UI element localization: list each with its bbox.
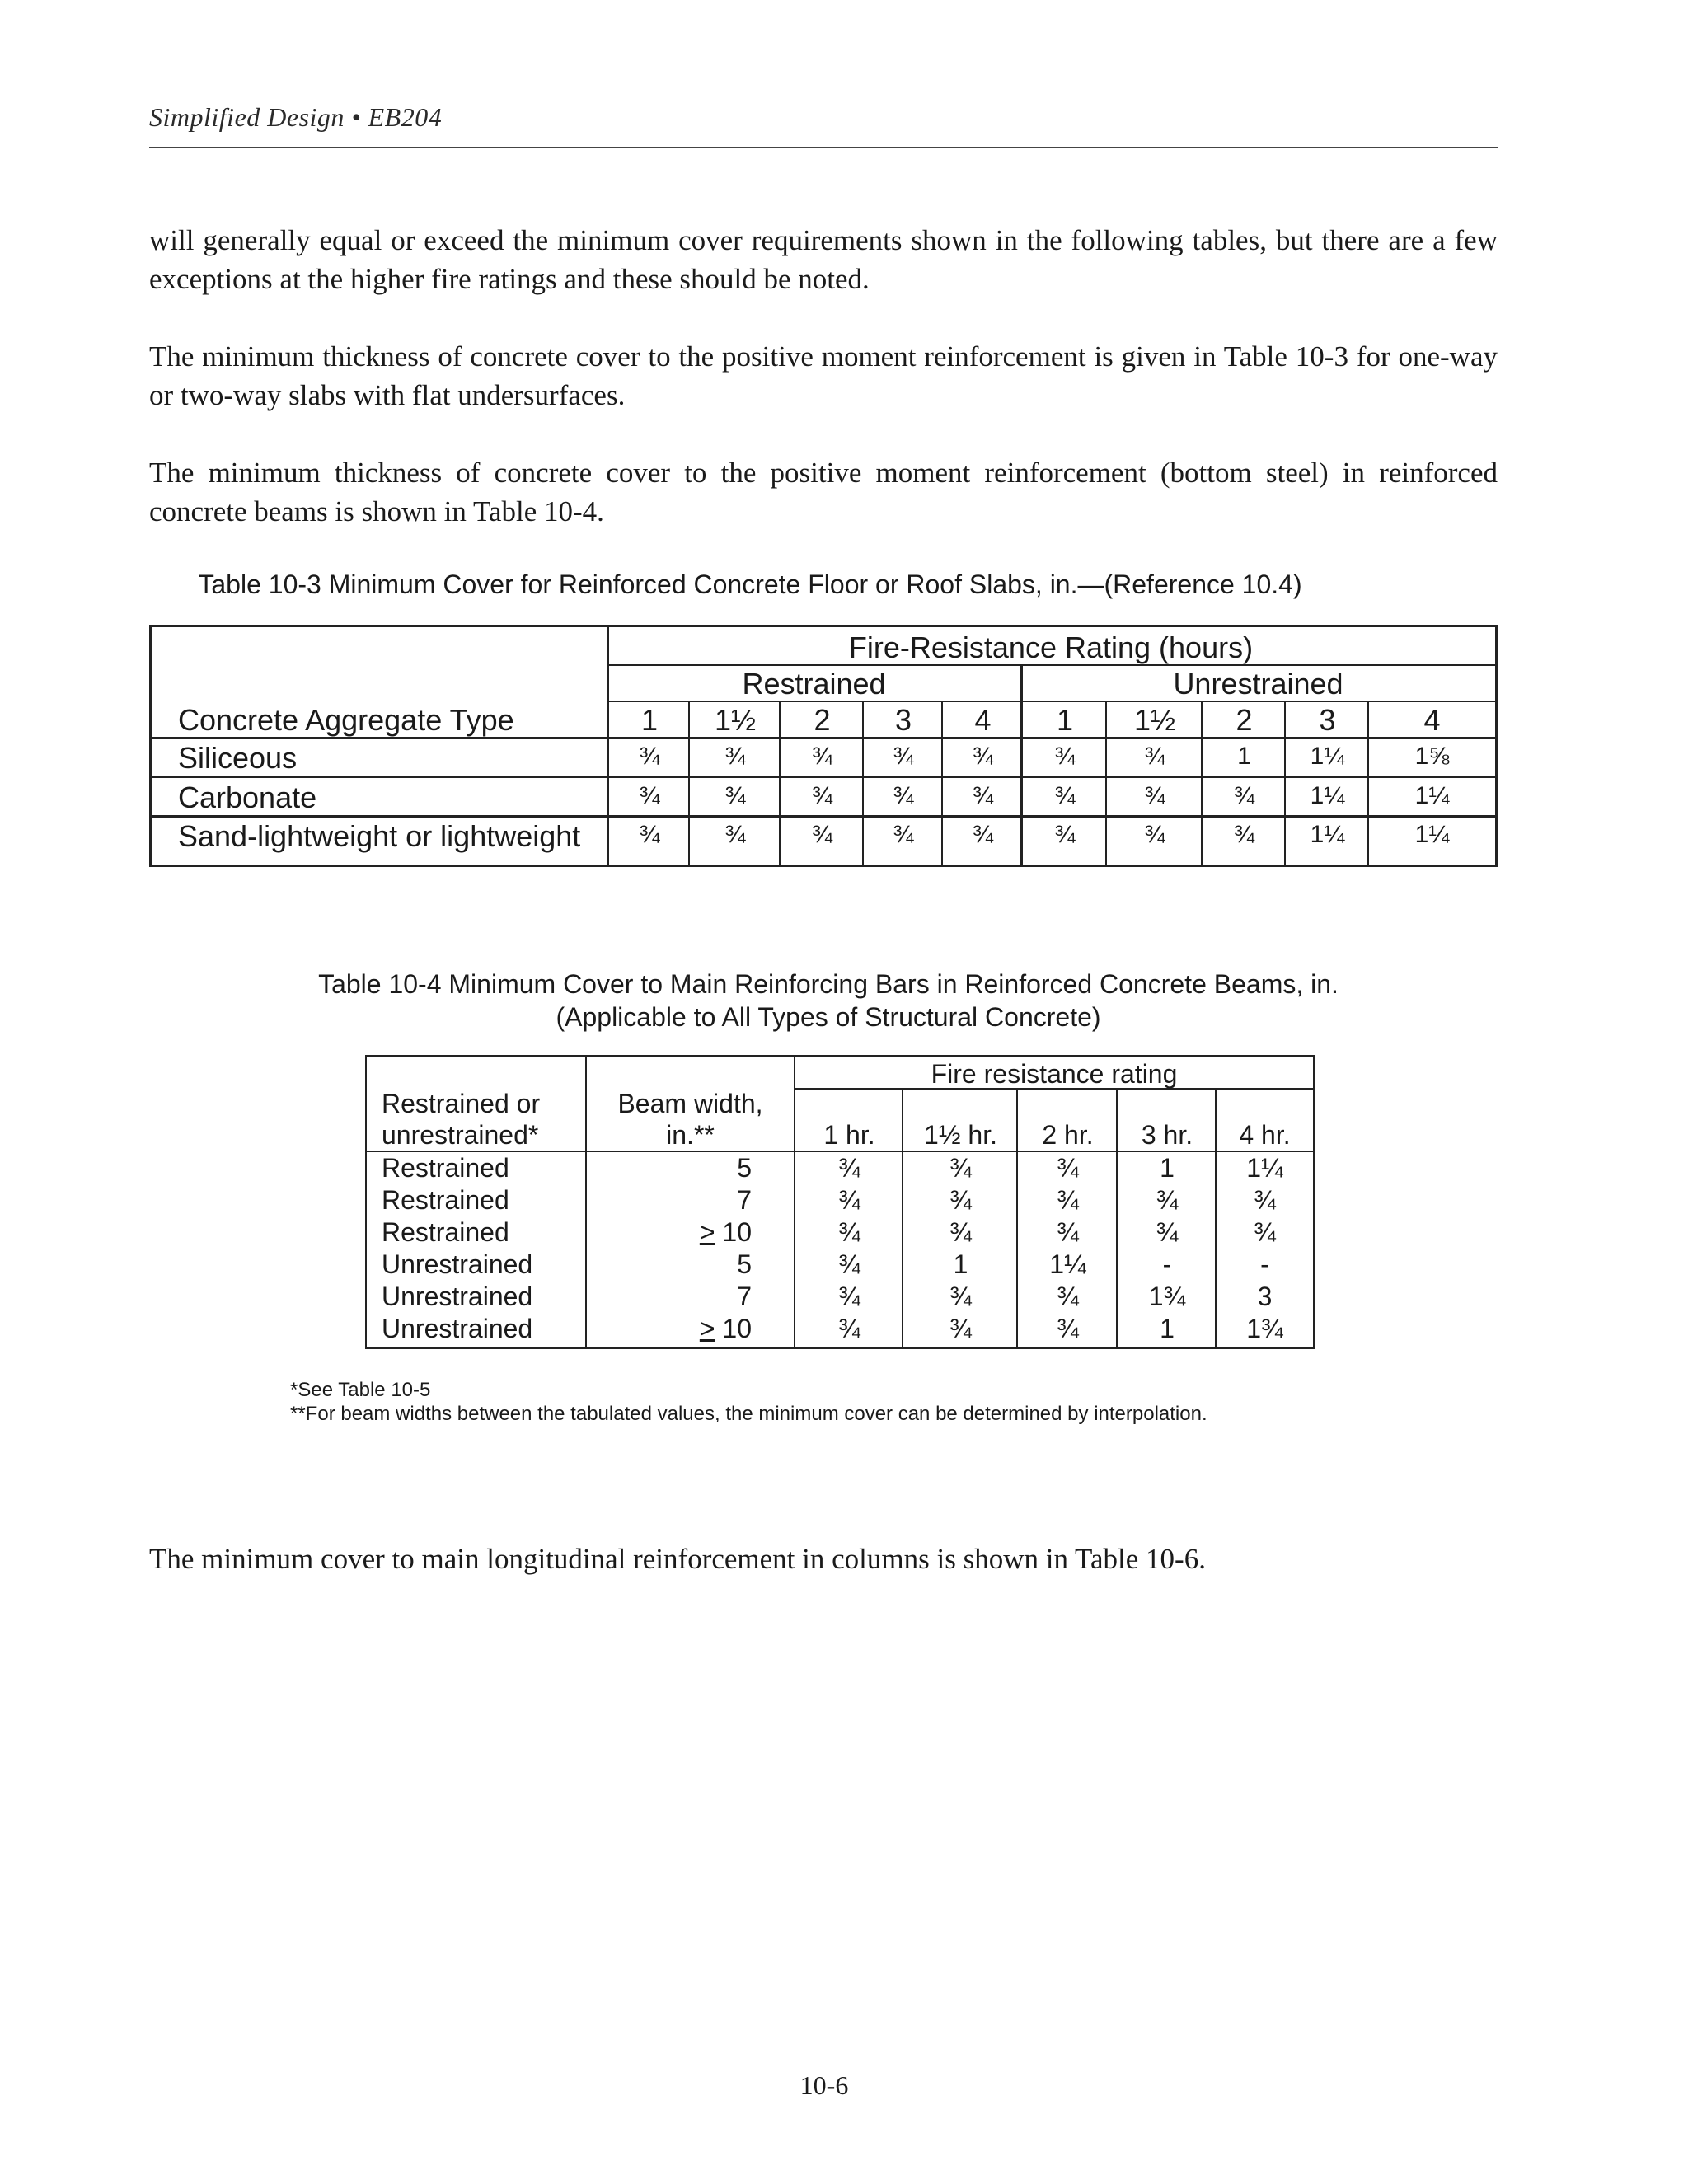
paragraph-4: The minimum cover to main longitudinal reinforcement in columns is shown in Table 10-6. — [149, 1543, 1206, 1575]
table-10-4-cell: ¾ — [1254, 1185, 1276, 1215]
table-10-4-notes — [290, 1378, 1207, 1426]
table-10-3-cell: ¾ — [893, 821, 914, 848]
table-10-4-cell: ¾ — [1057, 1282, 1079, 1311]
table-10-3-col-header: 4 — [974, 703, 992, 737]
table-10-4-cell: ¾ — [950, 1153, 972, 1183]
table-10-3-col-header: 2 — [814, 703, 831, 737]
table-10-4-row-type: Restrained — [382, 1153, 509, 1183]
table-10-3-cell: ¾ — [1054, 743, 1076, 770]
table-10-4-caption — [157, 968, 1500, 1033]
greater-or-equal-symbol: > — [699, 1314, 715, 1343]
table-10-3-group-restrained: Restrained — [742, 667, 886, 701]
table-10-3-cell: 1⅝ — [1414, 743, 1450, 770]
table-10-3-col-header: 3 — [894, 703, 912, 737]
table-10-3-col-header: 3 — [1319, 703, 1336, 737]
table-10-4-cell: ¾ — [838, 1282, 860, 1311]
table-10-3-cell: 1¼ — [1310, 782, 1345, 809]
running-head: Simplified Design • EB204 — [149, 102, 443, 132]
table-10-3-cell: 1¼ — [1310, 821, 1345, 848]
table-10-3-cell: ¾ — [724, 743, 746, 770]
table-10-3-cell: ¾ — [1144, 821, 1165, 848]
table-10-3-col-header: 1½ — [714, 703, 757, 737]
table-10-3-cell: ¾ — [1233, 782, 1255, 809]
table-10-4-super-header: Fire resistance rating — [931, 1059, 1178, 1089]
table-10-3-super-header: Fire-Resistance Rating (hours) — [848, 630, 1254, 664]
table-10-4-col-header: 4 hr. — [1239, 1120, 1291, 1150]
table-10-3-cell: ¾ — [1233, 821, 1255, 848]
table-10-4-row-width — [587, 1281, 752, 1312]
table-10-3-cell: ¾ — [811, 782, 833, 809]
table-10-4-cell: ¾ — [1057, 1185, 1079, 1215]
table-10-3-cell: ¾ — [893, 782, 914, 809]
table-10-4-cell: ¾ — [838, 1153, 860, 1183]
table-10-4-cell: ¾ — [838, 1217, 860, 1247]
table-10-3-cell: ¾ — [811, 743, 833, 770]
table-10-4-cell: ¾ — [838, 1314, 860, 1343]
beam-width-value: 10 — [722, 1314, 752, 1343]
table-10-3-col-header: 1½ — [1133, 703, 1176, 737]
table-10-3-caption: Table 10-3 Minimum Cover for Reinforced Concrete Floor or Roof Slabs, in.—(Reference 10.4) — [198, 569, 1302, 599]
table-10-3-cell: ¾ — [1054, 821, 1076, 848]
table-10-3-row-label: Siliceous — [178, 741, 298, 775]
table-10-4-col1-header-line2: unrestrained* — [382, 1120, 539, 1150]
table-10-4-cell: 1 — [1160, 1314, 1175, 1343]
table-10-4-cell: 1 — [953, 1249, 968, 1279]
table-10-3-cell: ¾ — [724, 821, 746, 848]
table-10-4-cell: 1¾ — [1148, 1282, 1186, 1311]
greater-or-equal-symbol: > — [699, 1217, 715, 1247]
table-10-3-cell: ¾ — [639, 782, 660, 809]
table-10-3-cell: ¾ — [972, 821, 994, 848]
beam-width-value: 5 — [737, 1249, 752, 1279]
table-10-3-cell: ¾ — [972, 743, 994, 770]
table-10-4-col-header: 1½ hr. — [924, 1120, 997, 1150]
table-10-4-cell: ¾ — [950, 1185, 972, 1215]
table-10-4-row-width — [587, 1216, 752, 1248]
table-10-3-col-header: 1 — [1056, 703, 1074, 737]
table-10-4-row-type: Restrained — [382, 1185, 509, 1215]
table-10-4-cell: 1 — [1160, 1153, 1175, 1183]
table-10-4-cell: ¾ — [1156, 1217, 1179, 1247]
table-10-4-col-header: 1 hr. — [823, 1120, 875, 1150]
table-10-3-cell: ¾ — [639, 743, 660, 770]
paragraph-3: The minimum thickness of concrete cover to the positive moment reinforcement (bottom steel) in reinforced concrete beams is shown in Table 10-4. — [149, 457, 1498, 527]
table-10-4-cell: ¾ — [950, 1314, 972, 1343]
table-10-4-row-type: Unrestrained — [382, 1249, 533, 1279]
table-10-4-caption-line2: (Applicable to All Types of Structural Concrete) — [556, 1002, 1101, 1032]
table-10-3-row-label: Sand-lightweight or lightweight — [178, 819, 581, 853]
table-10-4-cell: ¾ — [950, 1217, 972, 1247]
table-10-4-cell: ¾ — [838, 1185, 860, 1215]
beam-width-value: 10 — [722, 1217, 752, 1247]
page-number: 10-6 — [799, 2070, 849, 2100]
table-10-3 — [149, 625, 1498, 867]
table-10-3-cell: 1¼ — [1310, 743, 1345, 770]
beam-width-value: 7 — [737, 1185, 752, 1215]
table-10-4-cell: ¾ — [950, 1282, 972, 1311]
table-10-3-cell: ¾ — [893, 743, 914, 770]
beam-width-value: 7 — [737, 1282, 752, 1311]
table-10-4-row-type: Unrestrained — [382, 1282, 533, 1311]
table-10-4-row-type: Restrained — [382, 1217, 509, 1247]
paragraph-1: will generally equal or exceed the minimum cover requirements shown in the following tables, but there are a few exceptions at the higher fire ratings and these should be noted. — [149, 224, 1498, 295]
table-10-3-cell: ¾ — [1144, 743, 1165, 770]
table-10-4-note-2: **For beam widths between the tabulated values, the minimum cover can be determined by interpolation. — [290, 1403, 1207, 1425]
table-10-4-cell: ¾ — [1057, 1314, 1079, 1343]
header-rule — [149, 147, 1498, 148]
table-10-3-cell: ¾ — [1144, 782, 1165, 809]
table-10-3-cell: ¾ — [1054, 782, 1076, 809]
table-10-3-col-header: 1 — [640, 703, 659, 737]
table-10-4-caption-line1: Table 10-4 Minimum Cover to Main Reinforcing Bars in Reinforced Concrete Beams, in. — [318, 969, 1339, 999]
table-10-4-cell: - — [1260, 1249, 1269, 1279]
table-10-4-cell: ¾ — [1254, 1217, 1276, 1247]
table-10-4-row-width — [587, 1313, 752, 1344]
table-10-3-cell: 1¼ — [1414, 782, 1450, 809]
table-10-4-cell: ¾ — [838, 1249, 860, 1279]
table-10-4-col2-header-line2: in.** — [666, 1120, 715, 1150]
table-10-3-cell: ¾ — [811, 821, 833, 848]
table-10-4-row-width — [587, 1184, 752, 1216]
table-10-3-group-unrestrained: Unrestrained — [1173, 667, 1343, 701]
table-10-4-cell: ¾ — [1156, 1185, 1179, 1215]
table-10-4-col1-header-line1: Restrained or — [382, 1089, 541, 1118]
table-10-4-cell: ¾ — [1057, 1217, 1079, 1247]
table-10-4-cell: - — [1162, 1249, 1172, 1279]
table-10-4-col-header: 3 hr. — [1141, 1120, 1193, 1150]
table-10-4-cell: 1¼ — [1246, 1153, 1283, 1183]
table-10-4-cell: 1¾ — [1246, 1314, 1283, 1343]
table-10-4-cell: ¾ — [1057, 1153, 1079, 1183]
beam-width-value: 5 — [737, 1153, 752, 1183]
table-10-3-col-header: 4 — [1423, 703, 1441, 737]
table-10-3-cell: ¾ — [724, 782, 746, 809]
table-10-4-col-header: 2 hr. — [1042, 1120, 1094, 1150]
table-10-3-cell: ¾ — [972, 782, 994, 809]
table-10-4-cell: 1¼ — [1049, 1249, 1086, 1279]
table-10-4-row-type: Unrestrained — [382, 1314, 533, 1343]
table-10-3-col-header: 2 — [1236, 703, 1253, 737]
table-10-3-cell: 1 — [1237, 743, 1251, 770]
paragraph-2: The minimum thickness of concrete cover to the positive moment reinforcement is given in Table 10-3 for one-way or two-way slabs with flat undersurfaces. — [149, 340, 1498, 411]
table-10-3-cell: ¾ — [639, 821, 660, 848]
table-10-4-note-1: *See Table 10-5 — [290, 1379, 431, 1401]
table-10-3-row-label: Carbonate — [178, 780, 317, 814]
table-10-3-row-header: Concrete Aggregate Type — [178, 703, 514, 737]
table-10-4 — [365, 1055, 1315, 1349]
table-10-4-cell: 3 — [1257, 1282, 1273, 1311]
table-10-3-cell: 1¼ — [1414, 821, 1450, 848]
table-10-4-row-width — [587, 1152, 752, 1183]
table-10-4-col2-header-line1: Beam width, — [617, 1089, 763, 1118]
table-10-4-row-width — [587, 1249, 752, 1280]
